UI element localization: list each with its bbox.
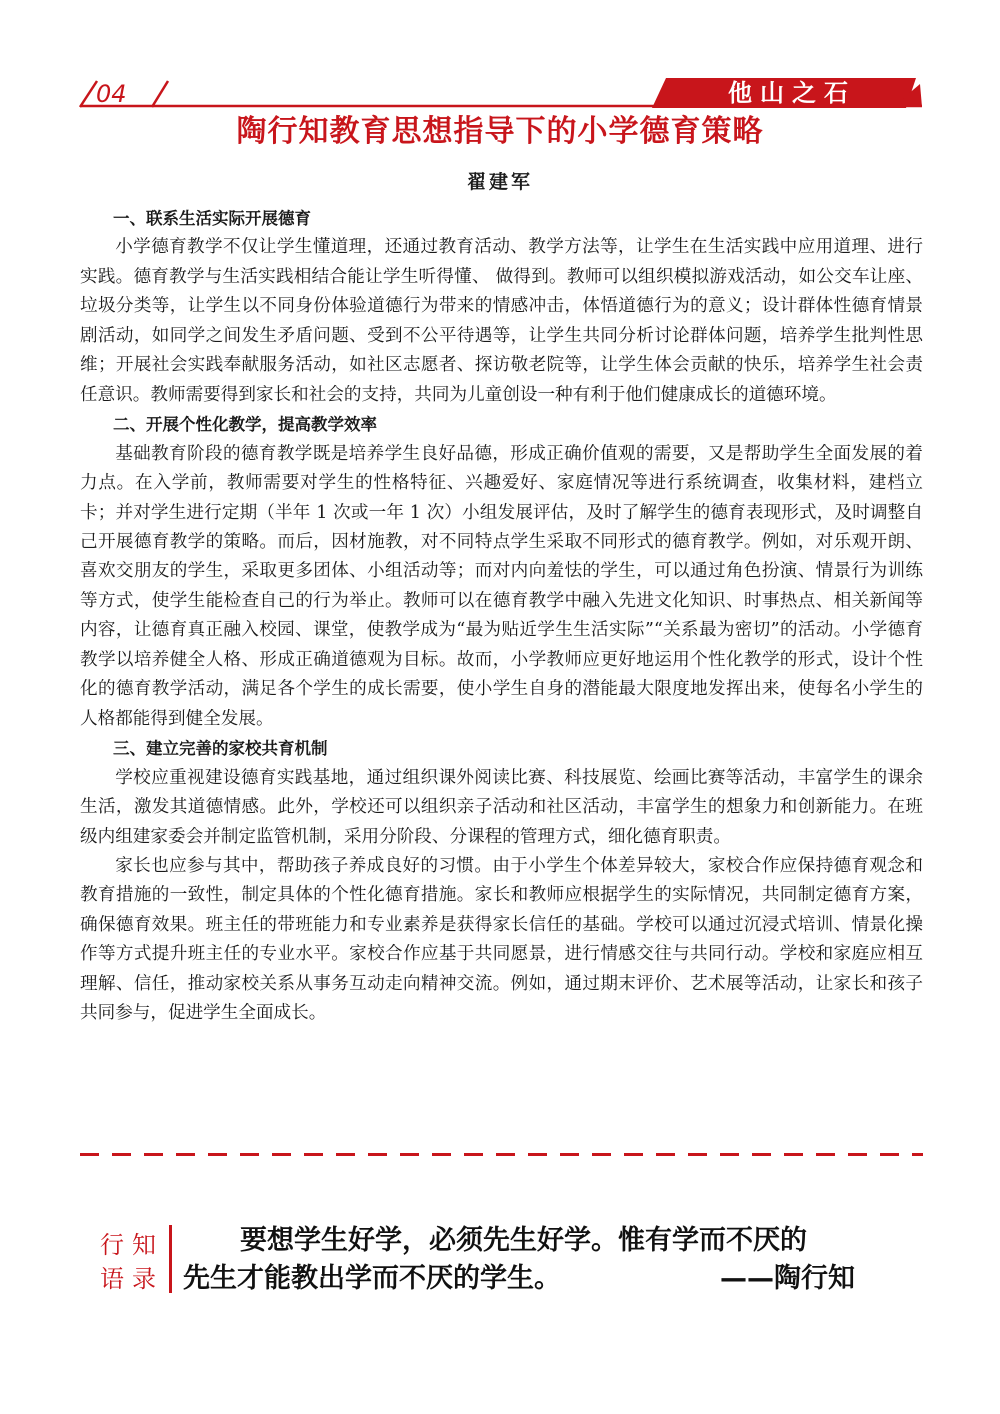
quote-divider-bar — [169, 1225, 172, 1293]
quote-label — [100, 1228, 166, 1296]
section-heading-1: 一、联系生活实际开展德育 — [113, 209, 311, 228]
page-number: 04 — [96, 80, 127, 108]
article-body — [80, 204, 923, 1029]
page-header — [0, 0, 1000, 110]
quote-label-line-1: 行知 — [100, 1231, 164, 1259]
section-3-paragraph-2: 家长也应参与其中，帮助孩子养成良好的习惯。由于小学生个体差异较大，家校合作应保持德育观念和教育措施的一致性，制定具体的个性化德育措施。家长和教师应根据学生的实际情况，共同制定德育方案，确保德育效果。班主任的带班能力和专业素养是获得家长信任的基础。学校可以通过沉浸式培训、情景化操作等方式提升班主任的专业水平。家校合作应基于共同愿景，进行情感交往与共同行动。学校和家庭应相互理解、信任，推动家校关系从事务互动走向精神交流。例如，通过期末评价、艺术展等活动，让家长和孩子共同参与，促进学生全面成长。 — [80, 855, 923, 1024]
section-label: 他山之石 — [728, 79, 856, 107]
quote-line-1: 要想学生好学，必须先生好学。惟有学而不厌的 — [240, 1225, 807, 1256]
page-number-slash — [80, 81, 97, 107]
section-heading-2: 二、开展个性化教学，提高教学效率 — [113, 415, 377, 435]
section-heading-3: 三、建立完善的家校共育机制 — [113, 739, 328, 759]
section-1-paragraph-1: 小学德育教学不仅让学生懂道理，还通过教育活动、教学方法等，让学生在生活实践中应用道理、进行实践。德育教学与生活实践相结合能让学生听得懂、 做得到。教师可以组织模拟游戏活动，如公交车让座、垃圾分类等，让学生以不同身份体验道德行为带来的情感冲击，体悟道德行为的意义；设计群体性德育情景剧活动，如同学之间发生矛盾问题、受到不公平待遇等，让学生共同分析讨论群体问题，培养学生批判性思维；开展社会实践奉献服务活动，如社区志愿者、探访敬老院等，让学生体会贡献的快乐，培养学生社会责任意识。教师需要得到家长和社会的支持，共同为儿童创设一种有利于他们健康成长的道德环境。 — [80, 237, 923, 405]
dashed-divider — [80, 1153, 923, 1156]
quote-source: ——陶行知 — [720, 1263, 855, 1294]
article-author: 翟建军 — [466, 171, 533, 193]
article-title: 陶行知教育思想指导下的小学德育策略 — [236, 114, 764, 149]
section-3-paragraph-1: 学校应重视建设德育实践基地，通过组织课外阅读比赛、科技展览、绘画比赛等活动，丰富学生的课余生活，激发其道德情感。此外，学校还可以组织亲子活动和社区活动，丰富学生的想象力和创新能力。在班级内组建家委会并制定监管机制，采用分阶段、分课程的管理方式，细化德育职责。 — [80, 767, 923, 847]
quote-line-2: 先生才能教出学而不厌的学生。 — [183, 1263, 561, 1294]
quote-label-line-2: 语录 — [100, 1265, 164, 1293]
section-2-paragraph-1: 基础教育阶段的德育教学既是培养学生良好品德，形成正确价值观的需要，又是帮助学生全面发展的着力点。在入学前，教师需要对学生的性格特征、兴趣爱好、家庭情况等进行系统调查，收集材料，建档立卡；并对学生进行定期（半年 1 次或一年 1 次）小组发展评估，及时了解学生的德育表现形式，及时调整自己开展德育教学的策略。而后，因材施教，对不同特点学生采取不同形式的德育教学。例如，对乐观开朗、喜欢交朋友的学生，采取更多团体、小组活动等；而对内向羞怯的学生，可以通过角色扮演、情景行为训练等方式，使学生能检查自己的行为举止。教师可以在德育教学中融入先进文化知识、时事热点、相关新闻等内容，让德育真正融入校园、课堂，使教学成为“最为贴近学生生活实际”“关系最为密切”的活动。小学德育教学以培养健全人格、形成正确道德观为目标。故而，小学教师应更好地运用个性化教学的形式，设计个性化的德育教学活动，满足各个学生的成长需要，使小学生自身的潜能最大限度地发挥出来，使每名小学生的人格都能得到健全发展。 — [80, 443, 923, 729]
